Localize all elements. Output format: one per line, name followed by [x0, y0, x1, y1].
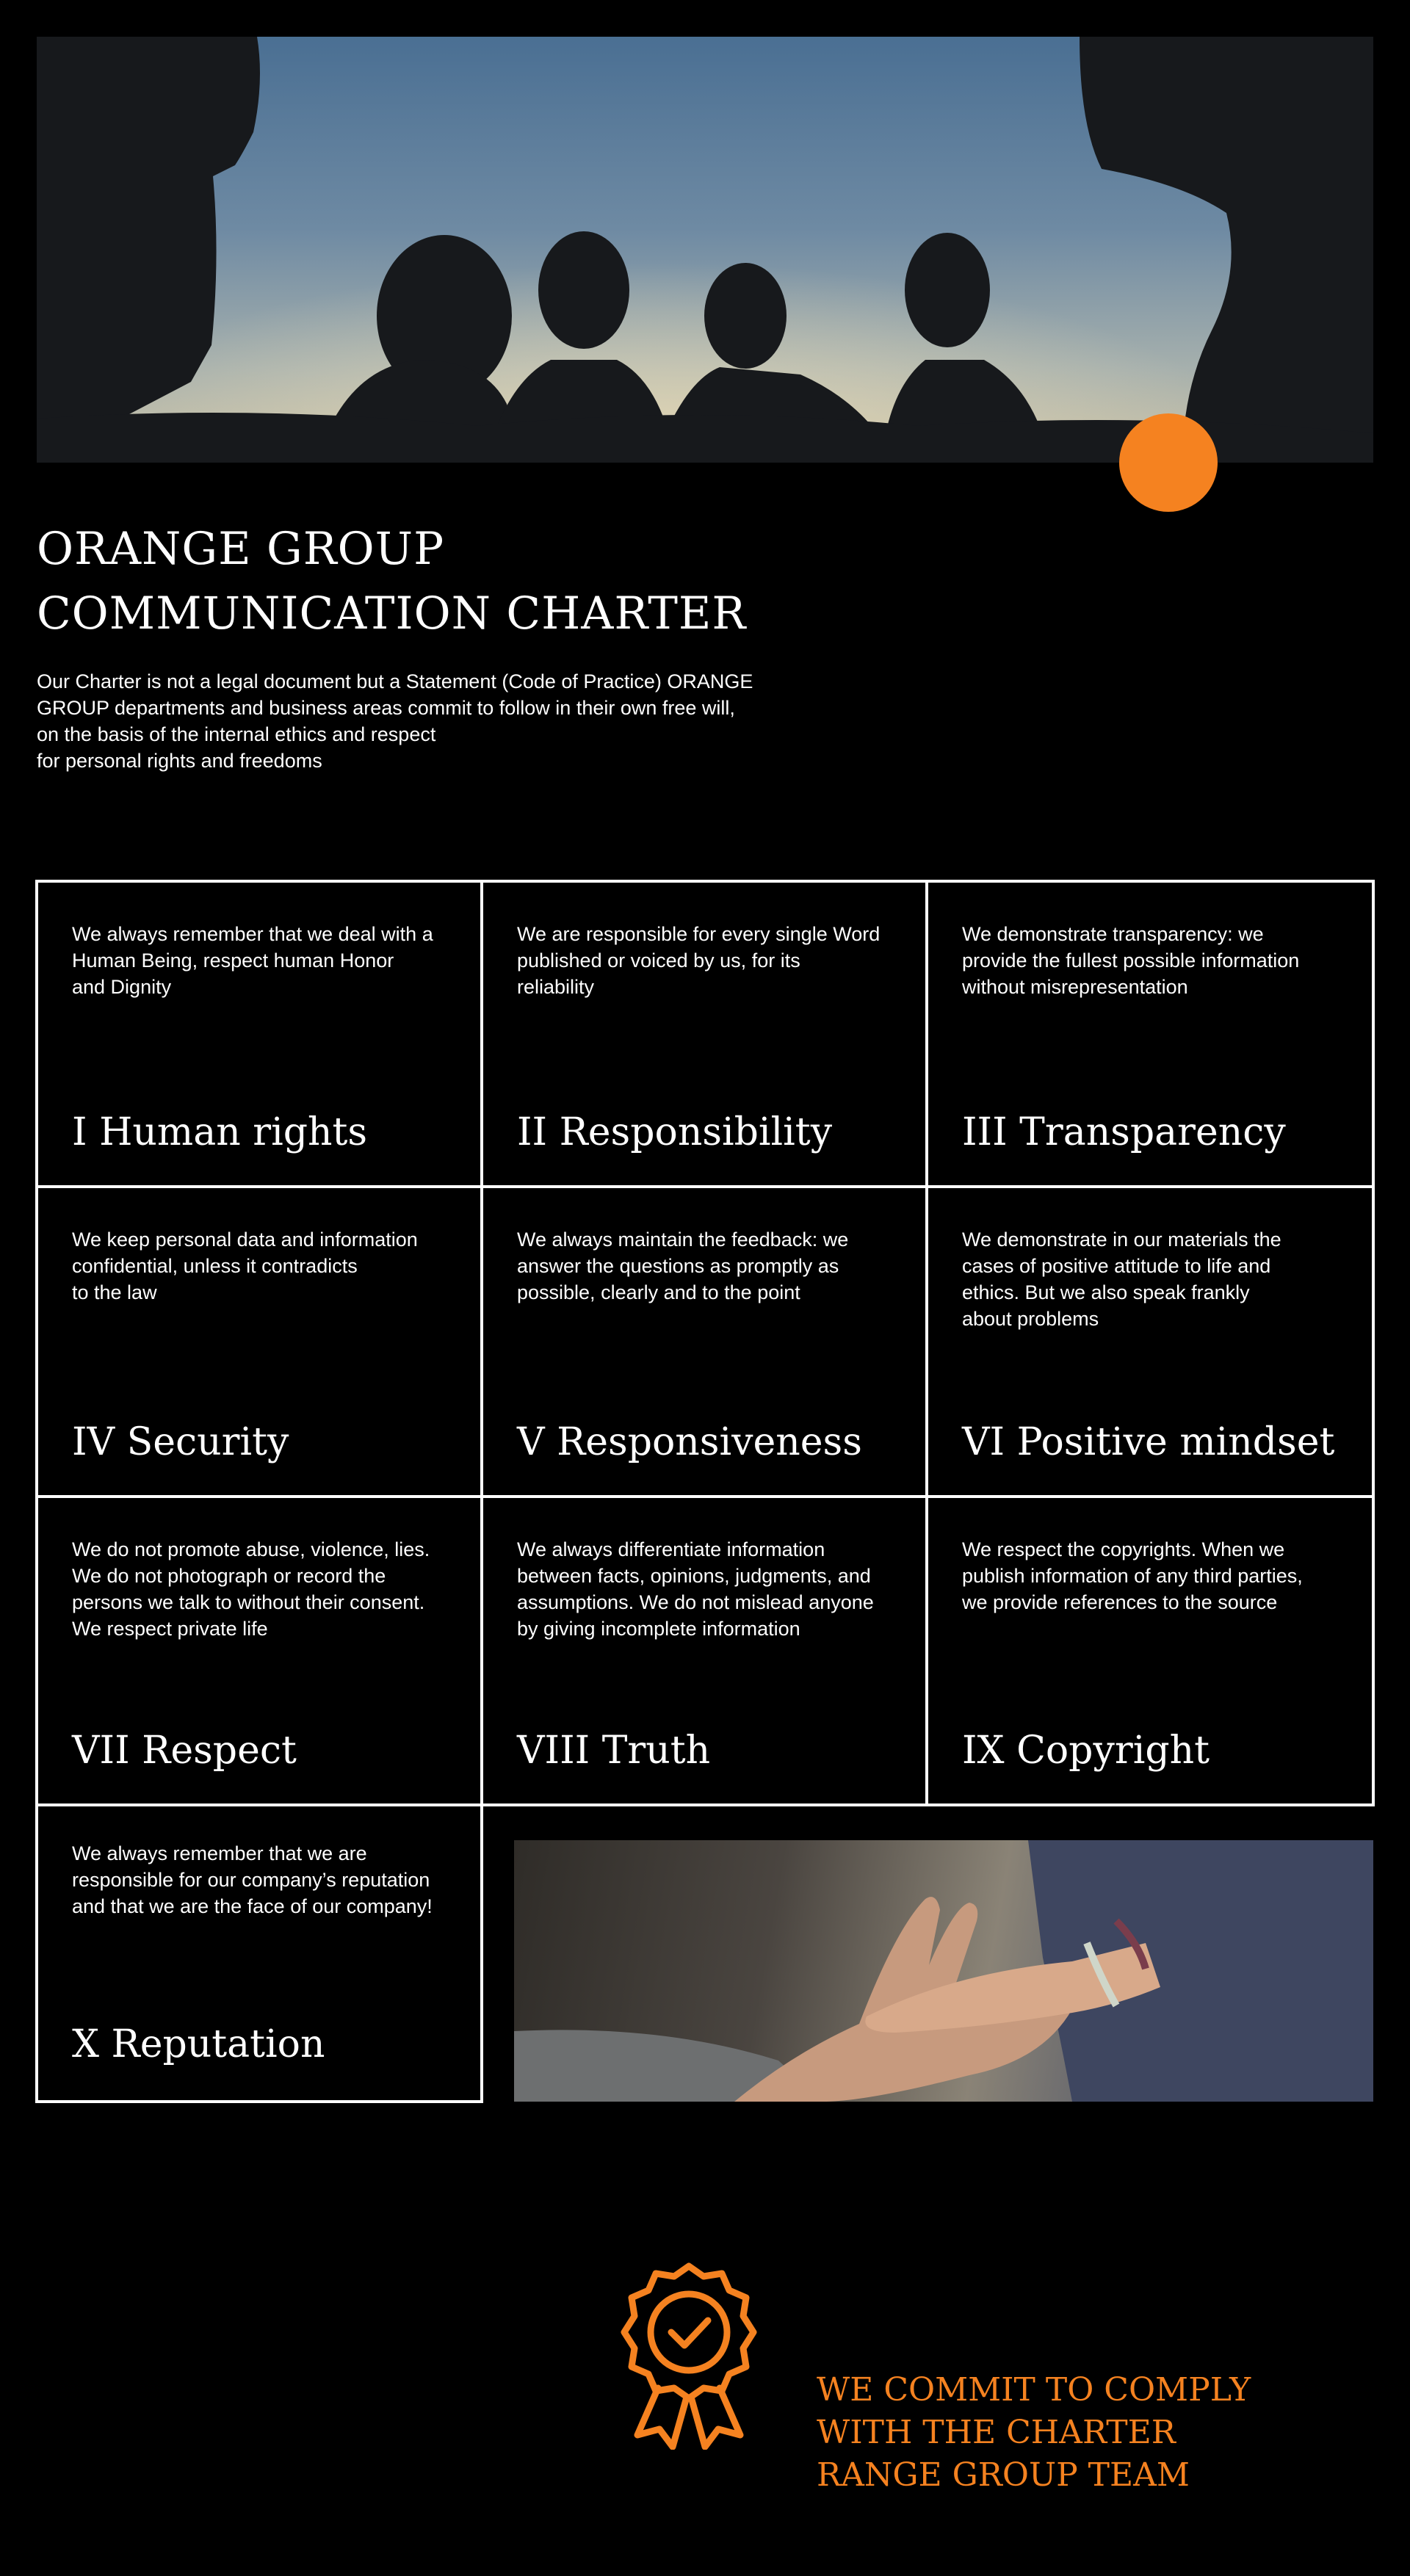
principle-card-reputation — [35, 1803, 483, 2103]
principle-description — [962, 1536, 1342, 1616]
principle-title: VIII Truth — [517, 1729, 711, 1773]
principle-title: VI Positive mindset — [962, 1420, 1335, 1464]
principle-description — [72, 1536, 451, 1642]
description-line: We do not photograph or record the — [72, 1565, 386, 1587]
description-line: confidential, unless it contradicts — [72, 1255, 358, 1277]
description-line: Human Being, respect human Honor — [72, 949, 394, 972]
commitment-line: RANGE GROUP TEAM — [817, 2456, 1190, 2494]
principle-card-responsiveness — [480, 1185, 928, 1498]
principle-title: V Responsiveness — [517, 1420, 862, 1464]
description-line: and that we are the face of our company! — [72, 1895, 433, 1917]
intro-line: Our Charter is not a legal document but a Statement (Code of Practice) ORANGE — [37, 670, 753, 692]
people-silhouettes-image — [37, 37, 1373, 463]
principle-title: II Responsibility — [517, 1110, 833, 1154]
commitment-line: WITH THE CHARTER — [817, 2414, 1176, 2451]
description-line: responsible for our company’s reputation — [72, 1869, 430, 1891]
principle-description — [517, 921, 896, 1000]
description-line: ethics. But we also speak frankly — [962, 1281, 1250, 1303]
description-line: assumptions. We do not mislead anyone — [517, 1591, 874, 1613]
description-line: publish information of any third parties, — [962, 1565, 1303, 1587]
description-line: published or voiced by us, for its — [517, 949, 800, 972]
page-title — [37, 517, 845, 646]
principle-title: X Reputation — [72, 2022, 325, 2066]
description-line: about problems — [962, 1308, 1099, 1330]
principle-description — [517, 1536, 896, 1642]
description-line: reliability — [517, 976, 595, 998]
description-line: persons we talk to without their consent. — [72, 1591, 425, 1613]
principle-title: IX Copyright — [962, 1729, 1210, 1773]
hands-reaching-image — [514, 1840, 1373, 2102]
intro-paragraph — [37, 668, 830, 774]
description-line: and Dignity — [72, 976, 172, 998]
description-line: provide the fullest possible information — [962, 949, 1300, 972]
accent-circle — [1119, 413, 1218, 512]
principle-card-truth — [480, 1495, 928, 1806]
description-line: without misrepresentation — [962, 976, 1188, 998]
description-line: we provide references to the source — [962, 1591, 1278, 1613]
principle-title: III Transparency — [962, 1110, 1286, 1154]
principle-card-security — [35, 1185, 483, 1498]
commitment-line: WE COMMIT TO COMPLY — [817, 2371, 1251, 2409]
description-line: We demonstrate transparency: we — [962, 923, 1264, 945]
description-line: We always differentiate information — [517, 1538, 825, 1560]
award-badge-icon — [615, 2259, 762, 2450]
principle-card-copyright — [925, 1495, 1375, 1806]
description-line: possible, clearly and to the point — [517, 1281, 800, 1303]
principle-description — [72, 1840, 451, 1920]
principle-title: IV Security — [72, 1420, 289, 1464]
description-line: We respect private life — [72, 1618, 268, 1640]
description-line: We keep personal data and information — [72, 1229, 418, 1251]
principle-card-responsibility — [480, 880, 928, 1188]
description-line: We always remember that we deal with a — [72, 923, 433, 945]
description-line: answer the questions as promptly as — [517, 1255, 839, 1277]
description-line: We respect the copyrights. When we — [962, 1538, 1285, 1560]
hero-photo — [37, 37, 1373, 463]
principle-description — [72, 1226, 451, 1306]
description-line: to the law — [72, 1281, 157, 1303]
intro-line: GROUP departments and business areas commit to follow in their own free will, — [37, 697, 735, 719]
principle-title: VII Respect — [72, 1729, 297, 1773]
description-line: We are responsible for every single Word — [517, 923, 881, 945]
principle-description — [517, 1226, 896, 1306]
description-line: We always remember that we are — [72, 1842, 367, 1864]
intro-line: on the basis of the internal ethics and respect — [37, 723, 436, 745]
principle-card-human-rights — [35, 880, 483, 1188]
description-line: We demonstrate in our materials the — [962, 1229, 1281, 1251]
principle-card-positive-mindset — [925, 1185, 1375, 1498]
principle-card-transparency — [925, 880, 1375, 1188]
description-line: We do not promote abuse, violence, lies. — [72, 1538, 430, 1560]
intro-line: for personal rights and freedoms — [37, 750, 322, 772]
description-line: cases of positive attitude to life and — [962, 1255, 1271, 1277]
principle-description — [72, 921, 451, 1000]
principle-description — [962, 921, 1342, 1000]
description-line: by giving incomplete information — [517, 1618, 800, 1640]
description-line: We always maintain the feedback: we — [517, 1229, 849, 1251]
title-line: ORANGE GROUP — [37, 523, 445, 575]
hands-photo — [514, 1840, 1373, 2102]
description-line: between facts, opinions, judgments, and — [517, 1565, 871, 1587]
principle-description — [962, 1226, 1342, 1332]
title-line: COMMUNICATION CHARTER — [37, 587, 747, 640]
commitment-statement — [817, 2369, 1345, 2497]
principle-card-respect — [35, 1495, 483, 1806]
principle-title: I Human rights — [72, 1110, 368, 1154]
